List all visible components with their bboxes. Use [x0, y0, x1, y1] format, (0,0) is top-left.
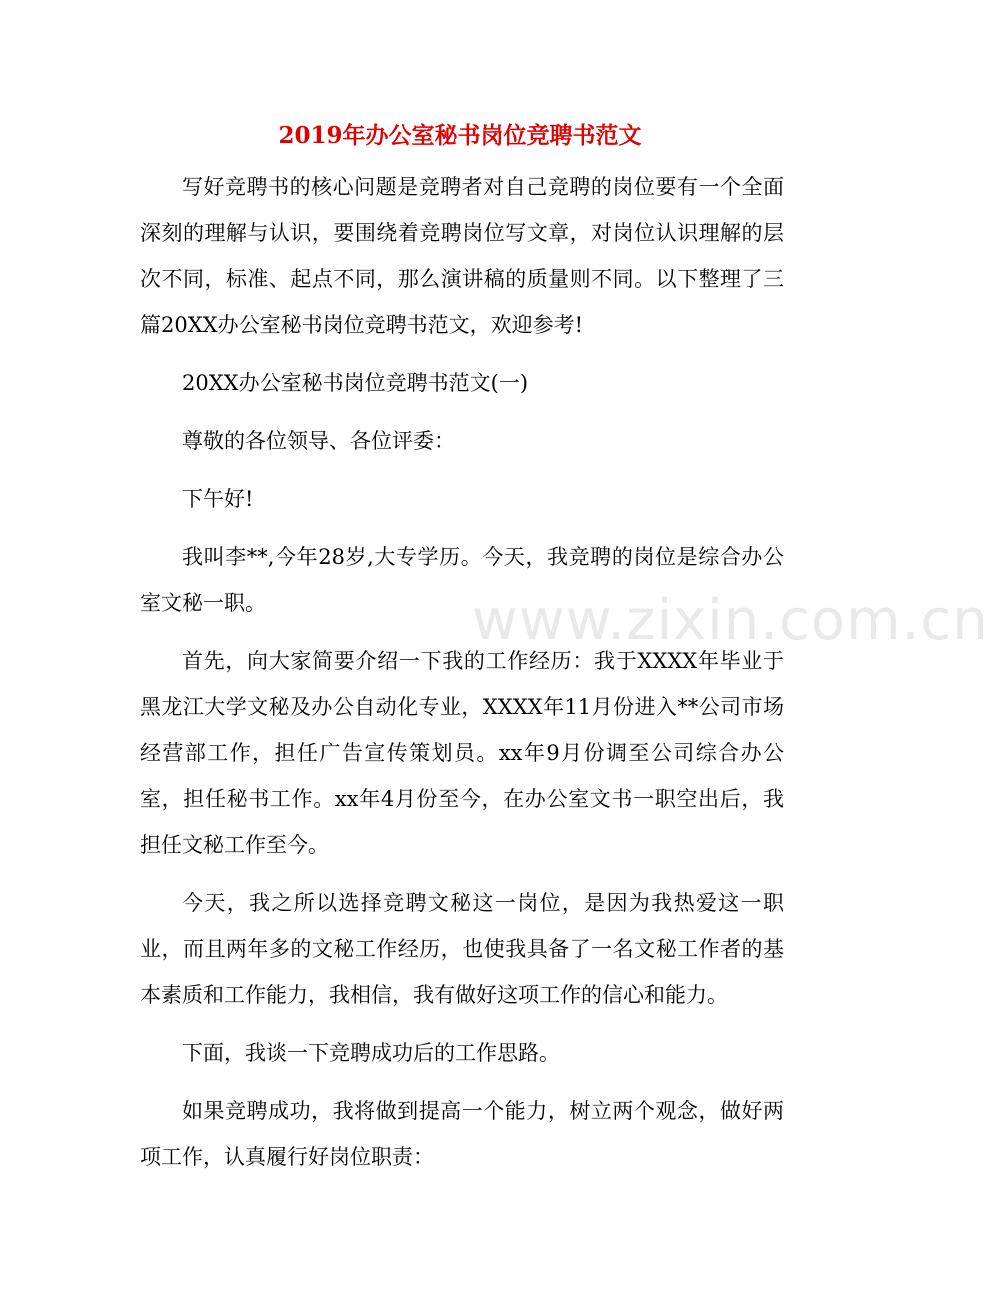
paragraph-self-intro: 我叫李**,今年28岁,大专学历。今天，我竞聘的岗位是综合办公室文秘一职。	[140, 545, 784, 615]
document-title: 2019年办公室秘书岗位竞聘书范文	[278, 122, 642, 149]
paragraph-work-history: 首先，向大家简要介绍一下我的工作经历：我于XXXX年毕业于黑龙江大学文秘及办公自动化专业，XXXX年11月份进入**公司市场经营部工作，担任广告宣传策划员。xx年9月份调至公司综合办公室，担任秘书工作。xx年4月份至今，在办公室文书一职空出后，我担任文秘工作至今。	[140, 649, 784, 857]
paragraph-motivation: 今天，我之所以选择竞聘文秘这一岗位，是因为我热爱这一职业，而且两年多的文秘工作经历，也使我具备了一名文秘工作者的基本素质和工作能力，我相信，我有做好这项工作的信心和能力。	[140, 891, 784, 1007]
paragraph-plan: 如果竞聘成功，我将做到提高一个能力，树立两个观念，做好两项工作，认真履行好岗位职责：	[140, 1099, 784, 1169]
paragraph-salutation: 尊敬的各位领导、各位评委：	[182, 429, 455, 453]
watermark: www.zixin.com.cn	[472, 588, 989, 653]
paragraph-intro: 写好竞聘书的核心问题是竞聘者对自己竞聘的岗位要有一个全面深刻的理解与认识，要围绕着竞聘岗位写文章，对岗位认识理解的层次不同，标准、起点不同，那么演讲稿的质量则不同。以下整理了三篇20XX办公室秘书岗位竞聘书范文，欢迎参考!	[140, 175, 784, 337]
document-body	[140, 164, 784, 1192]
paragraph-greeting: 下午好!	[182, 487, 254, 511]
paragraph-section-heading: 20XX办公室秘书岗位竞聘书范文(一)	[182, 371, 529, 395]
paragraph-transition: 下面，我谈一下竞聘成功后的工作思路。	[182, 1041, 560, 1065]
